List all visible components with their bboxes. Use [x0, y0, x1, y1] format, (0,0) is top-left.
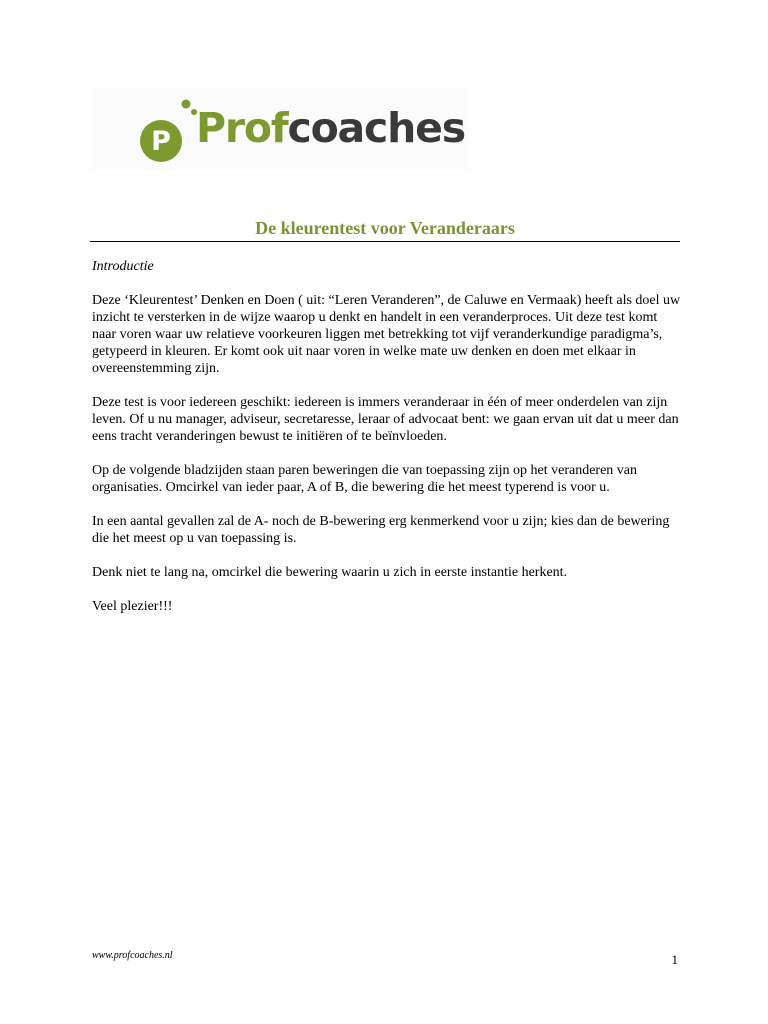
paragraph-instructions: Op de volgende bladzijden staan paren beweringen die van toepassing zijn op het veranderen van organisaties. Omcirkel van ieder paar, A of B, die bewering die het meest typerend is voor u. [92, 463, 638, 495]
paragraph-advice: Denk niet te lang na, omcirkel die bewering waarin u zich in eerste instantie herkent. [92, 565, 568, 580]
document-body [92, 258, 682, 632]
profcoaches-logo-mark-icon [138, 98, 198, 164]
profcoaches-logo [92, 88, 468, 170]
paragraph-choice: In een aantal gevallen zal de A- noch de B-bewering erg kenmerkend voor u zijn; kies dan de bewering die het meest op u van toepassing is. [92, 514, 670, 546]
wordmark-prof: Prof [196, 104, 288, 152]
document-title: De kleurentest voor Veranderaars [255, 218, 515, 238]
paragraph-suitability: Deze test is voor iedereen geschikt: iedereen is immers veranderaar in één of meer onderdelen van zijn leven. Of u nu manager, adviseur, secretaresse, leraar of advocaat bent: we gaan ervan uit dat u meer dan eens tracht veranderingen bewust te initiëren of te beïnvloeden. [92, 395, 679, 444]
page-number: 1 [671, 952, 678, 967]
paragraph-closing: Veel plezier!!! [92, 599, 173, 614]
footer-website-link[interactable]: www.profcoaches.nl [92, 950, 173, 961]
wordmark-coaches: coaches [287, 104, 465, 152]
intro-heading: Introductie [92, 259, 154, 274]
paragraph-intro: Deze ‘Kleurentest’ Denken en Doen ( uit: “Leren Veranderen”, de Caluwe en Vermaak) heeft als doel uw inzicht te versterken in de wijze waarop u denkt en handelt in een veranderproces. Uit deze test komt naar voren waar uw relatieve voorkeuren liggen met betrekking tot vijf veranderkundige paradigma’s, getypeerd in kleuren. Er komt ook uit naar voren in welke mate uw denken en doen met elkaar in overeenstemming zijn. [92, 293, 681, 376]
profcoaches-wordmark [196, 104, 465, 152]
svg-text:P: P [151, 126, 171, 157]
title-underline-divider [90, 241, 680, 242]
